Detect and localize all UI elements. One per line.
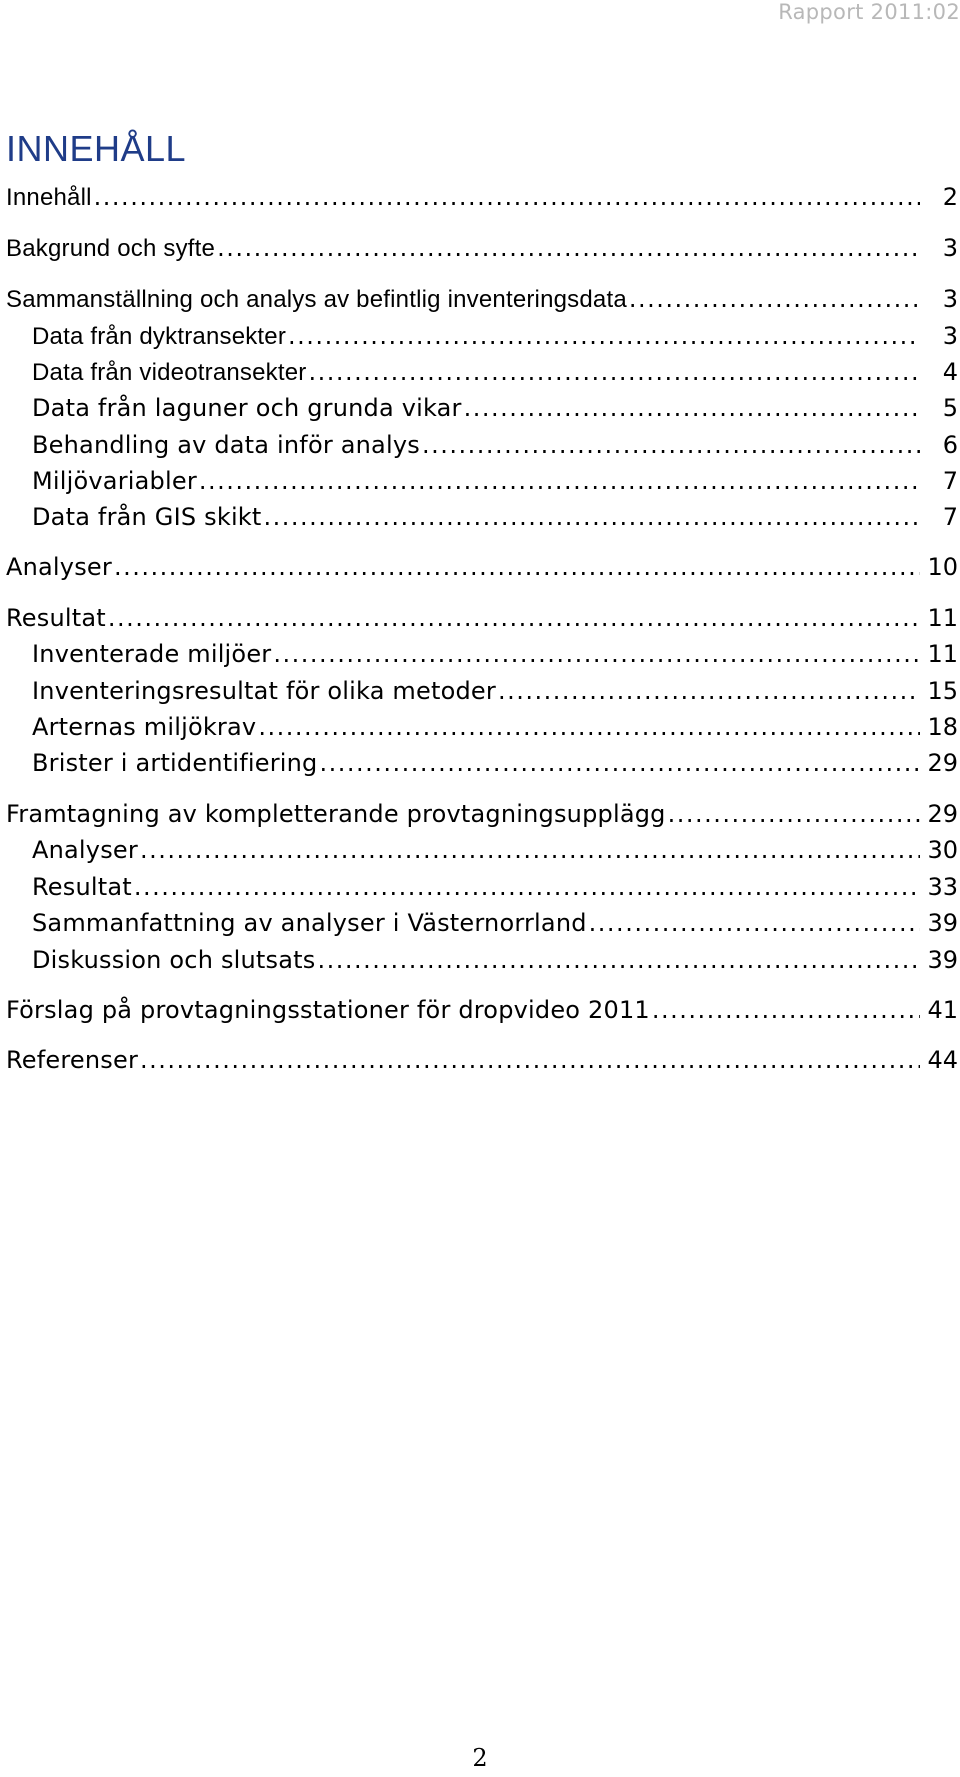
toc-entry-page: 41 xyxy=(927,996,958,1024)
toc-entry-data-fran-laguner[interactable] xyxy=(32,390,958,426)
toc-entry-analyser[interactable] xyxy=(6,549,958,585)
toc-entry-label: Resultat xyxy=(32,873,132,901)
toc-leader-dots xyxy=(258,709,920,745)
toc-leader-dots xyxy=(134,869,920,905)
toc-entry-label: Inventeringsresultat för olika metoder xyxy=(32,677,496,705)
toc-entry-page: 33 xyxy=(927,873,958,901)
toc-entry-bakgrund-och-syfte[interactable] xyxy=(6,230,958,266)
toc-entry-page: 29 xyxy=(927,800,958,828)
page-number: 2 xyxy=(472,1744,488,1772)
toc-entry-resultat[interactable] xyxy=(6,600,958,636)
toc-entry-referenser[interactable] xyxy=(6,1042,958,1078)
toc-entry-page: 3 xyxy=(942,285,958,313)
toc-entry-label: Förslag på provtagningsstationer för dropvideo 2011 xyxy=(6,996,650,1024)
toc-entry-label: Data från videotransekter xyxy=(32,359,307,386)
toc-entry-data-fran-gis-skikt[interactable] xyxy=(32,499,958,535)
toc-entry-page: 18 xyxy=(927,713,958,741)
toc-entry-label: Inventerade miljöer xyxy=(32,640,272,668)
toc-entry-page: 29 xyxy=(927,749,958,777)
toc-entry-label: Analyser xyxy=(32,836,138,864)
toc-heading: INNEHÅLL xyxy=(6,128,187,169)
toc-leader-dots xyxy=(464,390,920,426)
toc-entry-page: 11 xyxy=(927,640,958,668)
toc-entry-label: Analyser xyxy=(6,553,112,581)
toc-entry-analyser-sub[interactable] xyxy=(32,832,958,868)
toc-entry-label: Data från dyktransekter xyxy=(32,323,287,350)
toc-entry-page: 30 xyxy=(927,836,958,864)
toc-leader-dots xyxy=(308,354,920,390)
toc-entry-page: 3 xyxy=(942,322,958,350)
toc-leader-dots xyxy=(589,905,920,941)
running-head: Rapport 2011:02 xyxy=(778,0,960,24)
toc-leader-dots xyxy=(288,318,920,354)
toc-entry-page: 44 xyxy=(927,1046,958,1074)
toc-entry-page: 4 xyxy=(942,358,958,386)
toc-entry-data-fran-dyktransekter[interactable] xyxy=(32,318,958,354)
toc-entry-label: Data från GIS skikt xyxy=(32,503,262,531)
toc-entry-label: Diskussion och slutsats xyxy=(32,946,316,974)
toc-leader-dots xyxy=(498,673,920,709)
toc-entry-page: 11 xyxy=(927,604,958,632)
toc-entry-resultat-sub[interactable] xyxy=(32,869,958,905)
toc-entry-label: Sammanställning och analys av befintlig inventeringsdata xyxy=(6,286,627,313)
toc-entry-page: 5 xyxy=(942,394,958,422)
toc-leader-dots xyxy=(668,796,920,832)
toc-entry-inventerade-miljoer[interactable] xyxy=(32,636,958,672)
toc-entry-data-fran-videotransekter[interactable] xyxy=(32,354,958,390)
toc-leader-dots xyxy=(422,427,920,463)
toc-entry-page: 39 xyxy=(927,946,958,974)
toc-entry-page: 39 xyxy=(927,909,958,937)
toc-entry-page: 7 xyxy=(942,503,958,531)
toc-entry-sammanstallning[interactable] xyxy=(6,281,958,317)
toc-entry-label: Miljövariabler xyxy=(32,467,197,495)
toc-leader-dots xyxy=(317,942,920,978)
toc-entry-arternas-miljokrav[interactable] xyxy=(32,709,958,745)
toc-entry-innehall[interactable] xyxy=(6,179,958,215)
toc-entry-label: Referenser xyxy=(6,1046,139,1074)
toc-entry-framtagning[interactable] xyxy=(6,796,958,832)
toc-entry-label: Sammanfattning av analyser i Västernorrland xyxy=(32,909,587,937)
toc-leader-dots xyxy=(140,1042,920,1078)
toc-leader-dots xyxy=(629,281,920,317)
toc-entry-diskussion-och-slutsats[interactable] xyxy=(32,942,958,978)
toc-entry-sammanfattning[interactable] xyxy=(32,905,958,941)
toc-entry-label: Framtagning av kompletterande provtagningsupplägg xyxy=(6,800,666,828)
toc-entry-label: Brister i artidentifiering xyxy=(32,749,318,777)
toc-leader-dots xyxy=(264,499,920,535)
toc-entry-label: Innehåll xyxy=(6,184,92,211)
toc-leader-dots xyxy=(217,230,920,266)
toc-leader-dots xyxy=(273,636,920,672)
toc-entry-brister-i-artidentifiering[interactable] xyxy=(32,745,958,781)
toc-leader-dots xyxy=(140,832,920,868)
toc-entry-page: 15 xyxy=(927,677,958,705)
toc-leader-dots xyxy=(652,992,920,1028)
toc-entry-label: Arternas miljökrav xyxy=(32,713,257,741)
toc-entry-page: 6 xyxy=(942,431,958,459)
toc-entry-page: 3 xyxy=(942,234,958,262)
toc-entry-forslag[interactable] xyxy=(6,992,958,1028)
toc-entry-inventeringsresultat[interactable] xyxy=(32,673,958,709)
toc-entry-label: Behandling av data inför analys xyxy=(32,431,420,459)
toc-entry-page: 10 xyxy=(927,553,958,581)
toc-entry-label: Data från laguner och grunda vikar xyxy=(32,394,462,422)
toc-entry-page: 7 xyxy=(942,467,958,495)
toc-entry-behandling-av-data[interactable] xyxy=(32,427,958,463)
toc-leader-dots xyxy=(94,179,920,215)
toc-entry-page: 2 xyxy=(942,183,958,211)
toc-leader-dots xyxy=(114,549,920,585)
toc-leader-dots xyxy=(199,463,920,499)
toc-leader-dots xyxy=(319,745,920,781)
toc-entry-label: Resultat xyxy=(6,604,106,632)
toc-leader-dots xyxy=(108,600,920,636)
toc-entry-label: Bakgrund och syfte xyxy=(6,235,216,262)
toc-entry-miljovariabler[interactable] xyxy=(32,463,958,499)
